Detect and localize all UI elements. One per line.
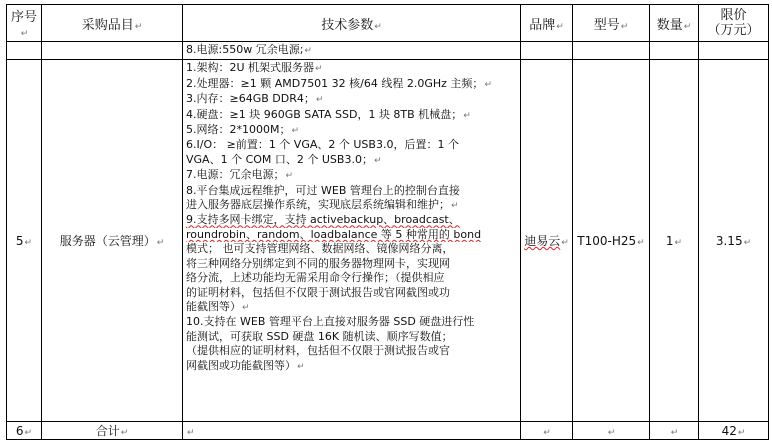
spec-line: 模式； 也可支持管理网络、数据网络、镜像网络分离， <box>186 242 454 256</box>
spec-line: 4.硬盘：≥1 块 960GB SATA SSD，1 块 8TB 机械盘；↵ <box>186 107 471 121</box>
header-item: 采购品目↵ <box>42 5 183 42</box>
header-specs: 技术参数↵ <box>183 5 521 42</box>
table-row-prev <box>7 42 769 60</box>
header-index: 序号↵ <box>7 5 42 42</box>
spec-cell-prev: 8.电源:550w 冗余电源;↵ <box>183 42 521 60</box>
total-index: 6↵ <box>7 422 42 440</box>
spec-line: roundrobin、random、loadbalance 等 5 种常用的 bond <box>186 227 482 241</box>
spec-line: 能截图等）↵ <box>186 299 250 313</box>
spec-line: 能测试，可获取 SSD 硬盘 16K 随机读、顺序写数值； <box>186 329 453 343</box>
procurement-table <box>6 4 769 440</box>
header-price: 限价 （万元） <box>699 5 769 42</box>
header-brand: 品牌↵ <box>521 5 573 42</box>
spec-line: 3.内存：≥64GB DDR4；↵ <box>186 92 324 106</box>
row-item: 服务器（云管理）↵ <box>42 60 183 422</box>
spec-line: 进入服务器底层操作系统，实现底层系统编辑和维护；↵ <box>186 198 459 212</box>
spec-line: 2.处理器：≥1 颗 AMD7501 32 核/64 线程 2.0GHz 主频；↵ <box>186 76 492 90</box>
spec-line: 将三种网络分别绑定到不同的服务器物理网卡，实现网 <box>186 256 450 270</box>
spec-line: 9.支持多网卡绑定，支持 activebackup、broadcast、 <box>186 213 460 227</box>
table-row-server <box>7 60 769 422</box>
row-brand: 迪易云↵ <box>521 60 573 422</box>
spec-line: 的证明材料，包括但不仅限于测试报告或官网截图或功 <box>186 285 450 299</box>
row-qty: 1↵ <box>650 60 699 422</box>
row-price: 3.15↵ <box>699 60 769 422</box>
spec-line: 5.网络：2*1000M；↵ <box>186 123 300 137</box>
row-model: T100-H25↵ <box>573 60 650 422</box>
total-price: 42↵ <box>699 422 769 440</box>
spec-line: 8.平台集成远程维护，可过 WEB 管理台上的控制台直接 <box>186 183 460 197</box>
table-row-total: 6↵ 合计↵ ↵ ↵ ↵ ↵ 42↵ <box>7 422 769 440</box>
total-label: 合计↵ <box>42 422 183 440</box>
row-index: 5↵ <box>7 60 42 422</box>
spec-line: 7.电源：冗余电源；↵ <box>186 168 294 182</box>
spec-line: 10.支持在 WEB 管理平台上直接对服务器 SSD 硬盘进行性 <box>186 315 475 329</box>
spec-line: 络分流，上述功能均无需采用命令行操作；（提供相应 <box>186 271 445 285</box>
spec-cell <box>183 60 521 422</box>
spec-line: （提供相应的证明材料，包括但不仅限于测试报告或官 <box>186 344 450 358</box>
spec-line: 1.架构：2U 机架式服务器↵ <box>186 61 323 75</box>
spec-line: 6.I/O： ≥前置：1 个 VGA、2 个 USB3.0，后置：1 个 <box>186 138 459 152</box>
header-row <box>7 5 769 42</box>
header-model: 型号↵ <box>573 5 650 42</box>
spec-line: 网截图或功能截图等）↵ <box>186 358 305 372</box>
spec-line: VGA、1 个 COM 口、2 个 USB3.0；↵ <box>186 152 382 166</box>
header-qty: 数量↵ <box>650 5 699 42</box>
